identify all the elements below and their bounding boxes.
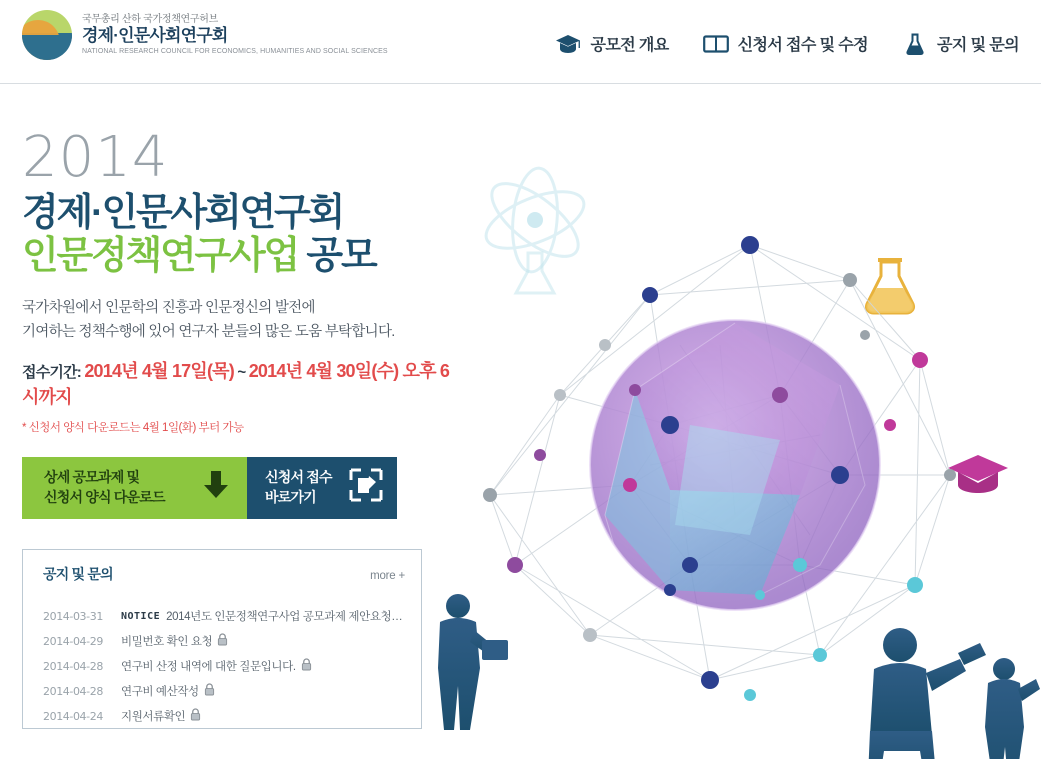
action-button-row: [22, 457, 397, 519]
logo-line1: 국무총리 산하 국가정책연구허브: [82, 14, 218, 26]
period-end: 2014년 4월 30일(수) 오후 6시까지: [22, 360, 450, 407]
edit-document-icon: [349, 468, 383, 507]
hero-year: 2014: [22, 125, 169, 190]
download-forms-button[interactable]: [22, 457, 247, 519]
apply-label-line2: 바로가기: [265, 488, 316, 505]
hero-desc-line1: 국가차원에서 인문학의 진흥과 인문정신의 발전에: [22, 300, 315, 317]
nav-item-application[interactable]: [703, 32, 868, 55]
hero-desc-line2: 기여하는 정책수행에 있어 연구자 분들의 많은 도움 부탁합니다.: [22, 324, 395, 341]
logo-line3: NATIONAL RESEARCH COUNCIL FOR ECONOMICS, HUMANITIES AND SOCIAL SCIENCES: [82, 47, 388, 55]
hero-title-line2: [22, 235, 462, 278]
hero-description: [22, 297, 462, 345]
lock-icon: [301, 658, 312, 674]
list-item[interactable]: [43, 704, 407, 729]
notice-badge: NOTICE: [121, 610, 161, 622]
download-label-line2: 신청서 양식 다운로드: [44, 488, 165, 505]
network-sphere-illustration: [420, 95, 1041, 759]
notice-subject[interactable]: 2014년도 인문정책연구사업 공모과제 제안요청…: [166, 611, 403, 624]
hero-title-line1: 경제·인문사회연구회: [22, 192, 344, 234]
notice-date: 2014-04-28: [43, 684, 103, 698]
notice-date: 2014-04-24: [43, 709, 103, 723]
notice-subject[interactable]: 비밀번호 확인 요청: [121, 636, 213, 649]
apply-now-button[interactable]: [247, 457, 397, 519]
notice-board-header: [43, 564, 405, 584]
logo-text: [82, 14, 388, 55]
apply-button-label: [265, 468, 332, 507]
nav-item-overview[interactable]: [555, 32, 668, 55]
lock-icon: [204, 683, 215, 699]
nav-item-notice[interactable]: [902, 32, 1019, 55]
notice-board-title: 공지 및 문의: [43, 565, 113, 582]
hero-title-accent: 인문정책연구사업: [22, 234, 299, 277]
site-logo[interactable]: [22, 10, 388, 60]
open-book-icon: [703, 33, 729, 55]
notice-more-link[interactable]: more +: [370, 569, 405, 582]
apply-label-line1: 신청서 접수: [265, 469, 332, 486]
download-arrow-icon: [201, 469, 231, 506]
period-label: 접수기간:: [22, 363, 81, 381]
period-separator: ~: [237, 363, 246, 381]
download-button-label: [44, 468, 165, 507]
download-label-line1: 상세 공모과제 및: [44, 469, 140, 486]
notice-list: [43, 604, 407, 729]
hero-title-tail: 공모: [298, 234, 376, 277]
nav-label-overview: 공모전 개요: [590, 37, 669, 54]
top-navigation: [555, 32, 1019, 55]
lock-icon: [217, 633, 228, 649]
site-header: [0, 0, 1041, 84]
notice-subject[interactable]: 연구비 산정 내역에 대한 질문입니다.: [121, 661, 296, 674]
list-item[interactable]: [43, 654, 407, 679]
nav-label-application: 신청서 접수 및 수정: [737, 37, 869, 54]
logo-line2: 경제·인문사회연구회: [82, 25, 228, 45]
list-item[interactable]: [43, 629, 407, 654]
notice-date: 2014-03-31: [43, 609, 103, 623]
nav-label-notice: 공지 및 문의: [937, 37, 1019, 54]
list-item[interactable]: [43, 604, 407, 629]
application-period: [22, 357, 462, 409]
notice-date: 2014-04-28: [43, 659, 103, 673]
period-start: 2014년 4월 17일(목): [84, 360, 234, 381]
download-availability-note: * 신청서 양식 다운로드는 4월 1일(화) 부터 가능: [22, 421, 244, 434]
notice-subject[interactable]: 지원서류확인: [121, 711, 186, 724]
flask-icon: [902, 33, 928, 55]
lock-icon: [190, 708, 201, 724]
notice-board: [22, 549, 422, 729]
notice-date: 2014-04-29: [43, 634, 103, 648]
list-item[interactable]: [43, 679, 407, 704]
hero-content: [22, 125, 462, 729]
graduation-cap-icon: [555, 33, 581, 55]
council-emblem-icon: [22, 10, 72, 60]
notice-subject[interactable]: 연구비 예산작성: [121, 686, 199, 699]
